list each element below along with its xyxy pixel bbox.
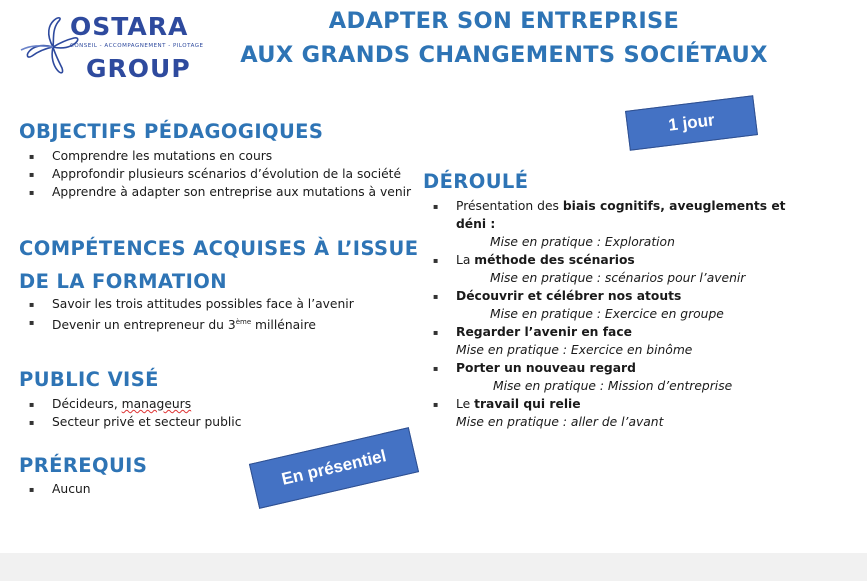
logo-tagline: CONSEIL - ACCOMPAGNEMENT - PILOTAGE <box>70 43 204 49</box>
step-emphasis: travail qui relie <box>474 397 581 411</box>
step-text: Présentation des <box>456 199 563 213</box>
logo-word-group: GROUP <box>86 54 191 83</box>
deroule-step-5-practice: Mise en pratique : Mission d’entreprise <box>493 379 733 393</box>
deroule-step-2-practice: Mise en pratique : scénarios pour l’avenir <box>490 271 746 285</box>
deroule-step-1-cont <box>456 216 495 234</box>
delivery-mode-badge: En présentiel <box>249 427 419 509</box>
list-item-text: Devenir un entrepreneur du 3 <box>52 317 236 332</box>
prerequis-list <box>19 481 91 499</box>
deroule-step-1-practice: Mise en pratique : Exploration <box>490 235 675 249</box>
duration-badge: 1 jour <box>625 95 758 150</box>
deroule-step-2 <box>456 252 635 270</box>
document-title-line2: AUX GRANDS CHANGEMENTS SOCIÉTAUX <box>240 42 768 68</box>
list-item: ▪ Secteur privé et secteur public <box>19 414 241 432</box>
step-emphasis: Porter un nouveau regard <box>456 361 636 375</box>
public-list <box>19 396 241 432</box>
list-item-text: millénaire <box>251 317 316 332</box>
bullet-icon: ▪ <box>433 256 439 265</box>
step-text: Le <box>456 397 475 411</box>
list-item: ▪ Aucun <box>19 481 91 499</box>
list-item: ▪ Comprendre les mutations en cours <box>19 148 411 166</box>
deroule-step-4 <box>456 324 632 342</box>
deroule-step-3 <box>456 288 681 306</box>
list-item: ▪ Apprendre à adapter son entreprise aux mutations à venir <box>19 184 411 202</box>
step-emphasis: biais cognitifs, aveuglements et <box>562 199 786 213</box>
step-emphasis: Regarder l’avenir en face <box>456 325 632 339</box>
ordinal-superscript: ème <box>235 317 252 326</box>
list-item: ▪ Approfondir plusieurs scénarios d’évolution de la société <box>19 166 411 184</box>
deroule-step-4-practice: Mise en pratique : Exercice en binôme <box>456 343 693 357</box>
bullet-icon: ▪ <box>433 292 439 301</box>
deroule-step-1 <box>456 198 786 216</box>
list-item <box>19 396 241 414</box>
page-margin <box>786 0 867 553</box>
deroule-heading: DÉROULÉ <box>423 170 529 193</box>
spellcheck-word: manageurs <box>121 397 192 411</box>
ostara-group-logo <box>18 10 218 84</box>
logo-word-ostara: OSTARA <box>70 12 189 41</box>
deroule-step-6 <box>456 396 581 414</box>
prerequis-heading: PRÉREQUIS <box>19 454 148 477</box>
public-heading: PUBLIC VISÉ <box>19 368 159 391</box>
document-title-line1: ADAPTER SON ENTREPRISE <box>328 8 680 34</box>
bullet-icon: ▪ <box>433 364 439 373</box>
bullet-icon: ▪ <box>433 400 439 409</box>
step-emphasis: méthode des scénarios <box>474 253 635 267</box>
step-text: La <box>456 253 475 267</box>
bullet-icon: ▪ <box>433 202 439 211</box>
bullet-icon: ▪ <box>433 328 439 337</box>
competences-heading-line1: COMPÉTENCES ACQUISES À L’ISSUE <box>19 237 419 260</box>
deroule-step-6-practice: Mise en pratique : aller de l’avant <box>456 415 664 429</box>
list-item-text: Décideurs, <box>52 397 122 411</box>
list-item <box>19 314 354 332</box>
step-emphasis: Découvrir et célébrer nos atouts <box>456 289 682 303</box>
list-item: ▪ Savoir les trois attitudes possibles face à l’avenir <box>19 296 354 314</box>
deroule-step-3-practice: Mise en pratique : Exercice en groupe <box>490 307 724 321</box>
deroule-step-5 <box>456 360 636 378</box>
step-emphasis: déni : <box>456 217 496 231</box>
competences-heading-line2: DE LA FORMATION <box>19 270 227 293</box>
objectifs-heading: OBJECTIFS PÉDAGOGIQUES <box>19 120 324 143</box>
objectifs-list <box>19 148 411 201</box>
competences-list <box>19 296 354 332</box>
